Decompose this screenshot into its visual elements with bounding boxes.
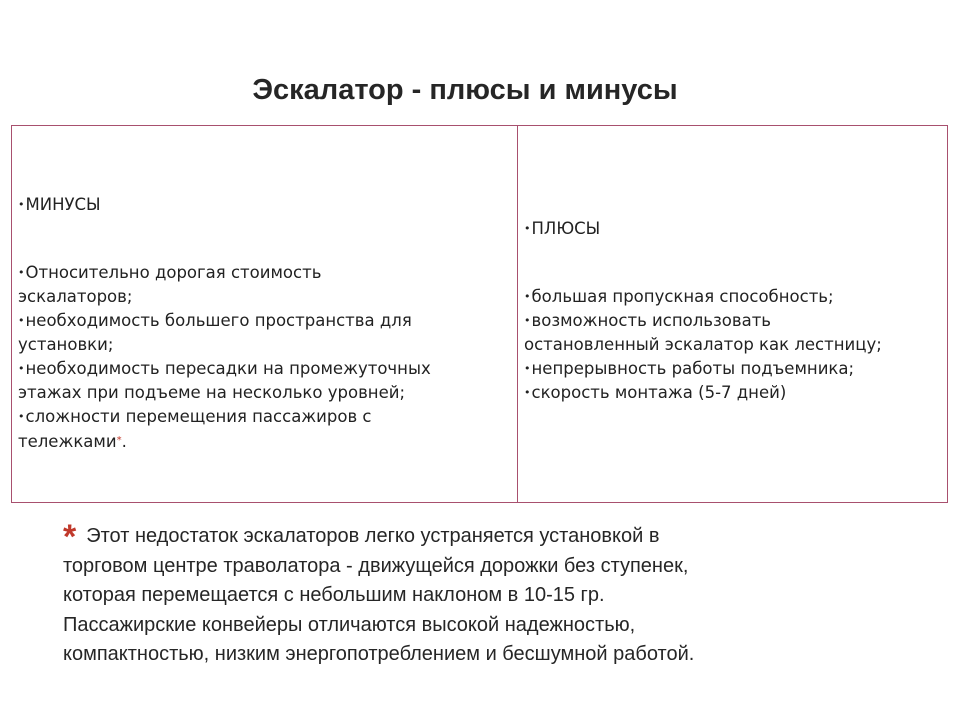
- bullet-icon: •: [18, 198, 25, 211]
- list-item: •Относительно дорогая стоимость: [18, 263, 322, 282]
- slide-title: Эскалатор - плюсы и минусы: [252, 74, 678, 106]
- list-item: •необходимость пересадки на промежуточных: [18, 359, 431, 378]
- column-divider: [517, 126, 518, 502]
- footnote-line: которая перемещается с небольшим наклоном в 10-15 гр.: [63, 584, 605, 606]
- bullet-icon: •: [524, 222, 531, 235]
- footnote: [63, 518, 943, 670]
- minuses-list: [18, 261, 513, 454]
- bullet-icon: •: [524, 290, 531, 303]
- bullet-icon: •: [18, 410, 25, 423]
- list-item: •необходимость большего пространства для: [18, 311, 412, 330]
- bullet-icon: •: [18, 314, 25, 327]
- list-item: •большая пропускная способность;: [524, 287, 834, 306]
- footnote-mark: *: [116, 435, 122, 446]
- list-item-cont: эскалаторов;: [18, 287, 133, 306]
- asterisk-icon: *: [63, 518, 77, 556]
- bullet-icon: •: [18, 266, 25, 279]
- bullet-icon: •: [524, 386, 531, 399]
- footnote-line: * Этот недостаток эскалаторов легко устраняется установкой в: [63, 518, 660, 556]
- footnote-line: торговом центре траволатора - движущейся дорожки без ступенек,: [63, 554, 689, 577]
- list-item: •скорость монтажа (5-7 дней): [524, 383, 787, 402]
- list-item: •непрерывность работы подъемника;: [524, 359, 855, 378]
- list-item-cont: остановленный эскалатор как лестницу;: [524, 335, 882, 354]
- bullet-icon: •: [18, 362, 25, 375]
- list-item-cont: тележками*.: [18, 432, 127, 451]
- minuses-column: [18, 193, 513, 454]
- pros-cons-table: [11, 125, 948, 503]
- pluses-list: [524, 285, 944, 405]
- minuses-heading: •МИНУСЫ: [18, 195, 101, 214]
- pluses-heading: •ПЛЮСЫ: [524, 219, 601, 238]
- bullet-icon: •: [524, 362, 531, 375]
- list-item: •сложности перемещения пассажиров с: [18, 407, 372, 426]
- footnote-line: Пассажирские конвейеры отличаются высокой надежностью,: [63, 613, 636, 636]
- footnote-line: компактностью, низким энергопотреблением и бесшумной работой.: [63, 643, 695, 665]
- pluses-column: [524, 217, 944, 405]
- list-item-cont: этажах при подъеме на несколько уровней;: [18, 383, 406, 402]
- list-item: •возможность использовать: [524, 311, 772, 330]
- list-item-cont: установки;: [18, 335, 114, 354]
- bullet-icon: •: [524, 314, 531, 327]
